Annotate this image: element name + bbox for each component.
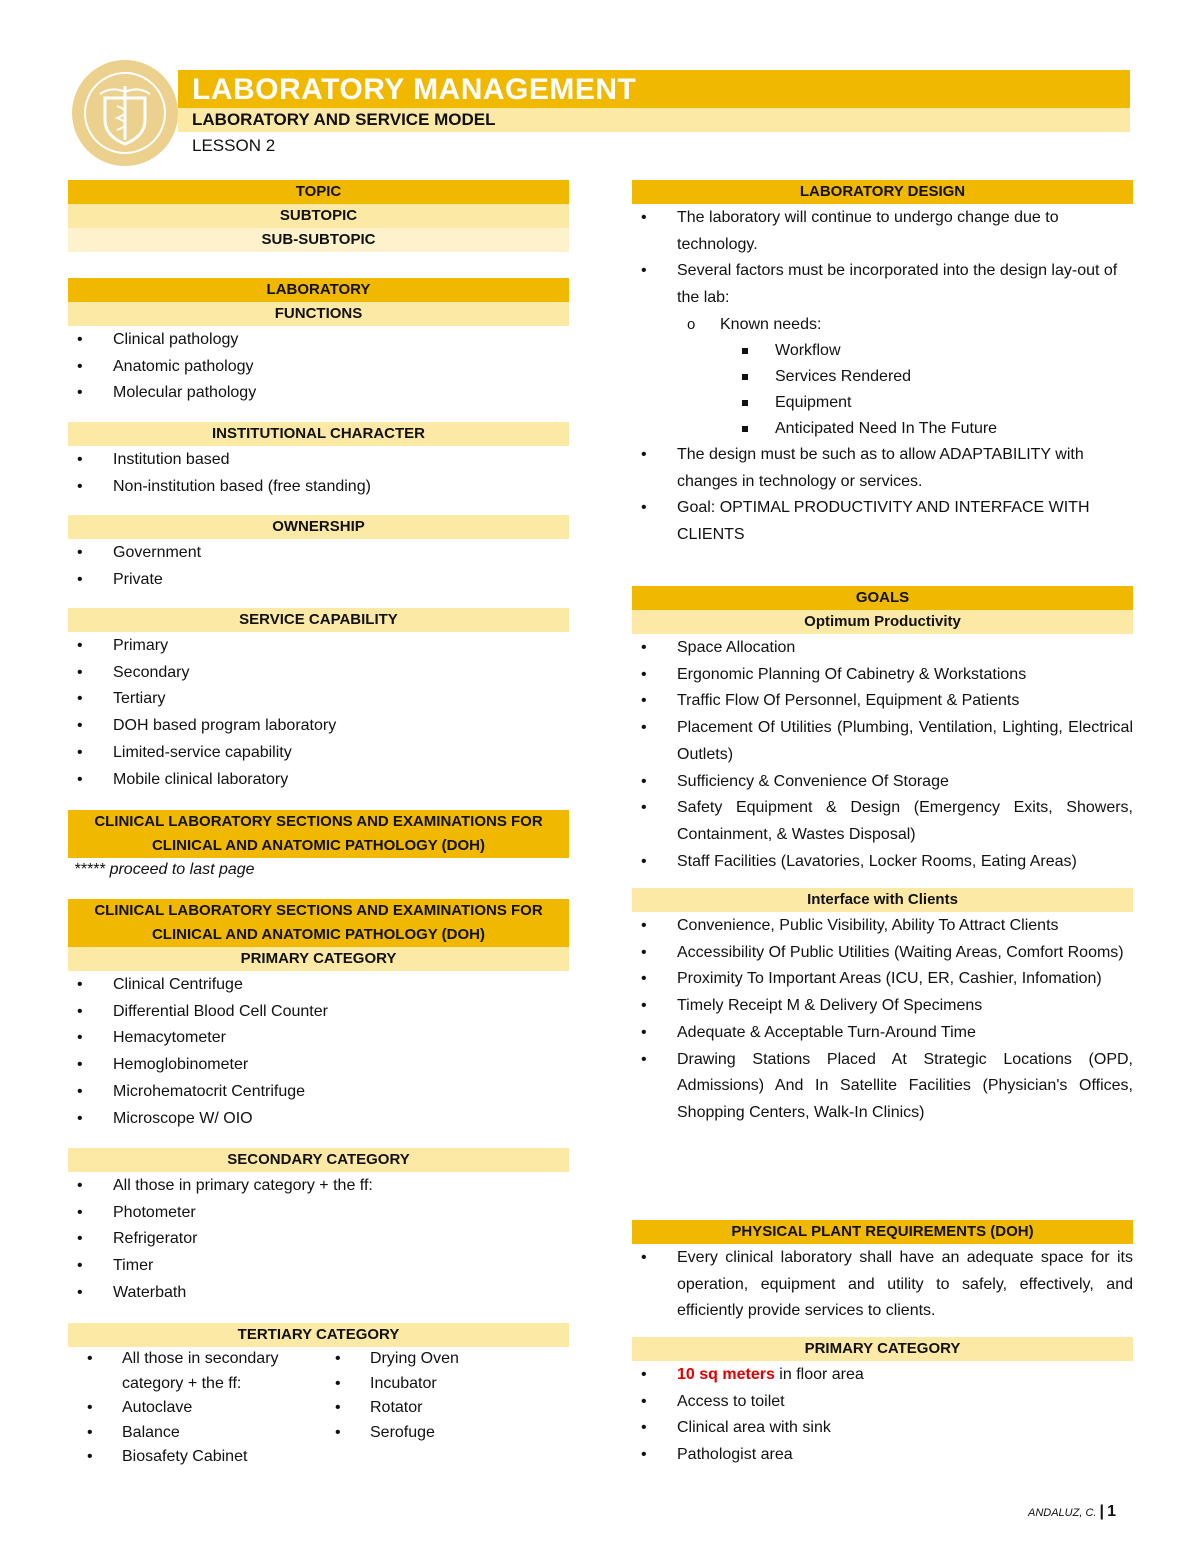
list-item: • Biosafety Cabinet [68, 1445, 316, 1470]
list-item: • Placement Of Utilities (Plumbing, Ventilation, Lighting, Electrical Outlets) [632, 715, 1133, 768]
list-item: Anticipated Need In The Future [632, 416, 1133, 442]
interface-heading: Interface with Clients [632, 888, 1133, 912]
proceed-note: ***** proceed to last page [74, 861, 255, 878]
list-item: • Access to toilet [632, 1389, 1133, 1416]
legend-subsubtopic: SUB-SUBTOPIC [68, 228, 569, 252]
design-sublist [632, 312, 1133, 338]
institutional-section [68, 422, 569, 500]
list-item: • Clinical pathology [68, 327, 569, 354]
list-item: • Timely Receipt M & Delivery Of Specimens [632, 993, 1133, 1020]
list-item: • Timer [68, 1253, 569, 1280]
list-item: • All those in primary category + the ff: [68, 1173, 569, 1200]
author-name: ANDALUZ, C. [1028, 1507, 1097, 1519]
sections-note-section [68, 810, 569, 882]
physical-plant-section [632, 1220, 1133, 1325]
floor-area-text: in floor area [774, 1366, 864, 1383]
functions-list [68, 327, 569, 407]
list-item: • Incubator [316, 1372, 564, 1397]
list-item: • Traffic Flow Of Personnel, Equipment & Patients [632, 688, 1133, 715]
legend-subtopic: SUBTOPIC [68, 204, 569, 228]
institutional-list [68, 447, 569, 500]
lesson-label: LESSON 2 [192, 136, 276, 155]
list-item: • Safety Equipment & Design (Emergency Exits, Showers, Containment, & Wastes Disposal) [632, 795, 1133, 848]
left-column [68, 180, 569, 252]
list-item: • Government [68, 540, 569, 567]
tertiary-list-right [316, 1347, 564, 1470]
ownership-section [68, 515, 569, 593]
list-item: • Microhematocrit Centrifuge [68, 1079, 569, 1106]
list-item: • Balance [68, 1421, 316, 1446]
goals-list [632, 635, 1133, 875]
list-item: • Differential Blood Cell Counter [68, 999, 569, 1026]
list-item: • Anatomic pathology [68, 354, 569, 381]
list-item: Services Rendered [632, 364, 1133, 390]
document-title: LABORATORY MANAGEMENT [192, 73, 637, 106]
list-item: • Microscope W/ OIO [68, 1106, 569, 1133]
list-item: • Institution based [68, 447, 569, 474]
primary-equipment-section [68, 899, 569, 1132]
list-item: • Autoclave [68, 1396, 316, 1421]
list-item: • Rotator [316, 1396, 564, 1421]
service-heading: SERVICE CAPABILITY [68, 608, 569, 632]
list-item: • Hemacytometer [68, 1025, 569, 1052]
primary-requirements-heading: PRIMARY CATEGORY [632, 1337, 1133, 1361]
list-item: Equipment [632, 390, 1133, 416]
list-item: • Hemoglobinometer [68, 1052, 569, 1079]
list-item: • Proximity To Important Areas (ICU, ER, Cashier, Infomation) [632, 966, 1133, 993]
list-item: • Ergonomic Planning Of Cabinetry & Workstations [632, 662, 1133, 689]
list-item: • Clinical area with sink [632, 1415, 1133, 1442]
list-item: • Clinical Centrifuge [68, 972, 569, 999]
interface-section [632, 888, 1133, 1127]
primary-equipment-list [68, 972, 569, 1132]
list-item: o Known needs: [632, 312, 1133, 338]
list-item: • Sufficiency & Convenience Of Storage [632, 769, 1133, 796]
list-item: • Drying Oven [316, 1347, 564, 1372]
physical-plant-heading: PHYSICAL PLANT REQUIREMENTS (DOH) [632, 1220, 1133, 1244]
list-item: • The design must be such as to allow ADAPTABILITY with changes in technology or services. [632, 442, 1133, 495]
design-list-continued [632, 442, 1133, 549]
goals-subheading: Optimum Productivity [632, 610, 1133, 634]
list-item: • Serofuge [316, 1421, 564, 1446]
secondary-equipment-section [68, 1148, 569, 1307]
tertiary-list-left [68, 1347, 316, 1470]
list-item: • Secondary [68, 660, 569, 687]
list-item: • DOH based program laboratory [68, 713, 569, 740]
floor-area-value: 10 sq meters [677, 1366, 775, 1383]
list-item: • Every clinical laboratory shall have an adequate space for its operation, equipment and utility to safely, effectively, and efficiently provide services to clients. [632, 1245, 1133, 1325]
design-section [632, 180, 1133, 549]
service-section [68, 608, 569, 793]
sections-heading: CLINICAL LABORATORY SECTIONS AND EXAMINATIONS FOR CLINICAL AND ANATOMIC PATHOLOGY (DOH) [68, 810, 569, 858]
list-item: • Waterbath [68, 1280, 569, 1307]
list-item: • Goal: OPTIMAL PRODUCTIVITY AND INTERFACE WITH CLIENTS [632, 495, 1133, 548]
list-item: • Space Allocation [632, 635, 1133, 662]
ownership-list [68, 540, 569, 593]
document-subtitle: LABORATORY AND SERVICE MODEL [192, 110, 496, 129]
list-item: • All those in secondary category + the ff: [68, 1347, 316, 1396]
goals-section [632, 586, 1133, 875]
legend-topic: TOPIC [68, 180, 569, 204]
list-item: • Limited-service capability [68, 740, 569, 767]
footer-separator: | [1099, 1503, 1105, 1520]
design-list [632, 205, 1133, 312]
tertiary-columns [68, 1347, 569, 1470]
list-item: • Pathologist area [632, 1442, 1133, 1469]
list-item: • Photometer [68, 1200, 569, 1227]
tertiary-category-heading: TERTIARY CATEGORY [68, 1323, 569, 1347]
known-needs-list [632, 338, 1133, 442]
list-item [632, 1362, 1133, 1389]
list-item: • Molecular pathology [68, 380, 569, 407]
list-item: • Convenience, Public Visibility, Ability To Attract Clients [632, 913, 1133, 940]
ownership-heading: OWNERSHIP [68, 515, 569, 539]
design-heading: LABORATORY DESIGN [632, 180, 1133, 204]
list-item: • Private [68, 567, 569, 594]
caduceus-icon [72, 60, 178, 166]
institutional-heading: INSTITUTIONAL CHARACTER [68, 422, 569, 446]
list-item: • Staff Facilities (Lavatories, Locker Rooms, Eating Areas) [632, 849, 1133, 876]
secondary-equipment-list [68, 1173, 569, 1307]
list-item: • Non-institution based (free standing) [68, 474, 569, 501]
secondary-category-heading: SECONDARY CATEGORY [68, 1148, 569, 1172]
caduceus-logo [72, 60, 178, 166]
list-item: • Tertiary [68, 686, 569, 713]
primary-category-heading: PRIMARY CATEGORY [68, 947, 569, 971]
list-item: • Refrigerator [68, 1226, 569, 1253]
page-number: 1 [1107, 1503, 1116, 1520]
tertiary-equipment-section [68, 1323, 569, 1470]
functions-section [68, 278, 569, 407]
list-item: • The laboratory will continue to undergo change due to technology. [632, 205, 1133, 258]
functions-heading: FUNCTIONS [68, 302, 569, 326]
page-footer [1028, 1504, 1116, 1521]
list-item: • Drawing Stations Placed At Strategic Locations (OPD, Admissions) And In Satellite Facilities (Physician's Offices, Shopping Centers, Walk-In Clinics) [632, 1047, 1133, 1127]
list-item: Workflow [632, 338, 1133, 364]
list-item: • Mobile clinical laboratory [68, 767, 569, 794]
list-item: • Adequate & Acceptable Turn-Around Time [632, 1020, 1133, 1047]
laboratory-heading: LABORATORY [68, 278, 569, 302]
list-item: • Several factors must be incorporated into the design lay-out of the lab: [632, 258, 1133, 311]
goals-heading: GOALS [632, 586, 1133, 610]
primary-requirements-section [632, 1337, 1133, 1469]
physical-plant-list [632, 1245, 1133, 1325]
service-list [68, 633, 569, 793]
list-item: • Primary [68, 633, 569, 660]
sections-heading: CLINICAL LABORATORY SECTIONS AND EXAMINATIONS FOR CLINICAL AND ANATOMIC PATHOLOGY (DOH) [68, 899, 569, 947]
interface-list [632, 913, 1133, 1127]
list-item: • Accessibility Of Public Utilities (Waiting Areas, Comfort Rooms) [632, 940, 1133, 967]
primary-requirements-list [632, 1362, 1133, 1469]
